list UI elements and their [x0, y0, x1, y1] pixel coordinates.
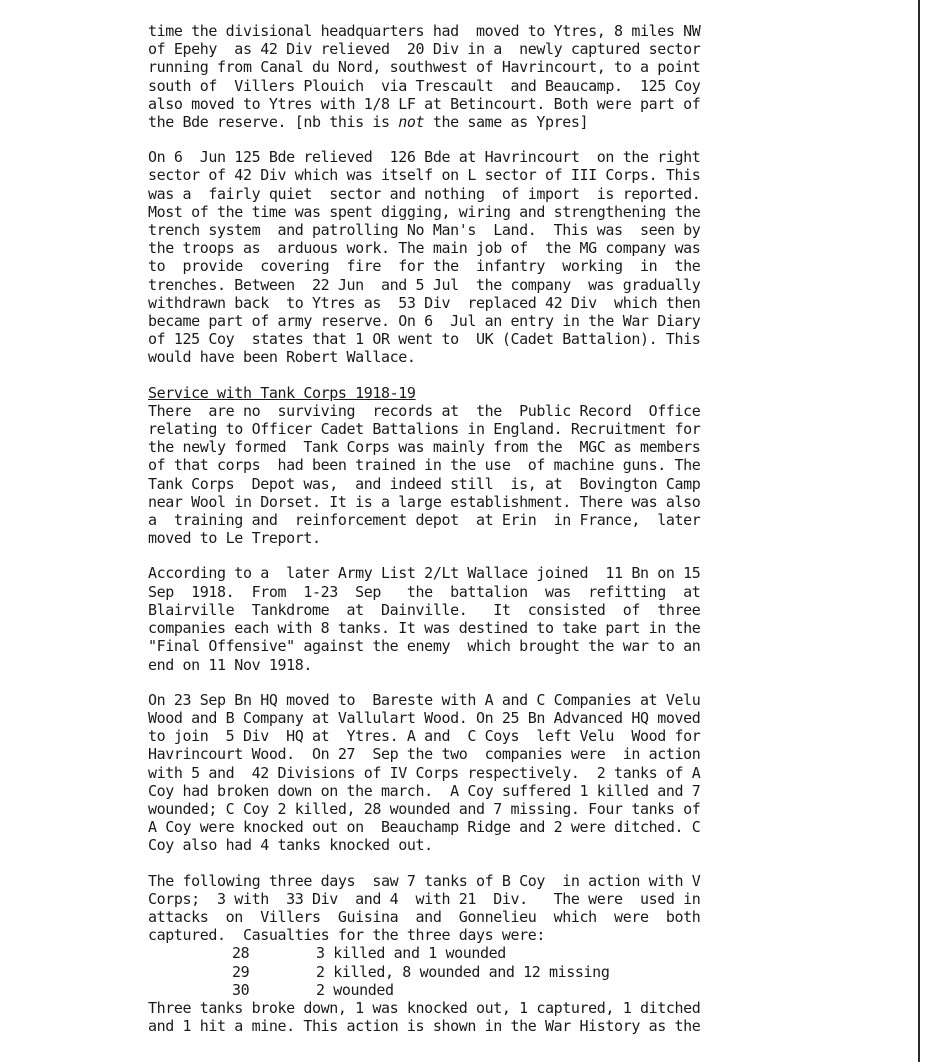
text-line: the troops as arduous work. The main job of the MG company was [148, 239, 701, 258]
text-line: relating to Officer Cadet Battalions in England. Recruitment for [148, 420, 701, 439]
text-line: There are no surviving records at the Public Record Office [148, 401, 701, 420]
paragraph-havrincourt [148, 148, 848, 366]
text-line: to join 5 Div HQ at Ytres. A and C Coys left Velu Wood for [148, 727, 701, 746]
text-line: "Final Offensive" against the enemy which brought the war to an [148, 637, 701, 656]
text-line [148, 113, 848, 131]
text-line: Wood and B Company at Vallulart Wood. On 25 Bn Advanced HQ moved [148, 708, 701, 727]
text-line: end on 11 Nov 1918. [148, 655, 312, 674]
text-line: Most of the time was spent digging, wiring and strengthening the [148, 202, 701, 221]
text-line: According to a later Army List 2/Lt Wallace joined 11 Bn on 15 [148, 564, 701, 583]
text-line: the newly formed Tank Corps was mainly from the MGC as members [148, 438, 701, 457]
casualty-text: 2 wounded [316, 980, 394, 999]
section-tank-corps [148, 384, 848, 548]
text-line: Corps; 3 with 33 Div and 4 with 21 Div. The were used in [148, 889, 701, 908]
text-line: Sep 1918. From 1-23 Sep the battalion was refitting at [148, 582, 701, 601]
text-line: became part of army reserve. On 6 Jul an entry in the War Diary [148, 312, 701, 331]
text-line: sector of 42 Div which was itself on L sector of III Corps. This [148, 166, 701, 185]
text-line: running from Canal du Nord, southwest of Havrincourt, to a point [148, 58, 701, 77]
paragraph-bn-hq [148, 691, 848, 855]
text-line: Coy had broken down on the march. A Coy suffered 1 killed and 7 [148, 781, 701, 800]
text-line: The following three days saw 7 tanks of B Coy in action with V [148, 871, 701, 890]
paragraph-army-list [148, 564, 848, 673]
paragraph-following-days [148, 872, 848, 1036]
text-line: and 1 hit a mine. This action is shown in the War History as the [148, 1017, 701, 1036]
text-line: moved to Le Treport. [148, 529, 321, 548]
text-line: a training and reinforcement depot at Erin in France, later [148, 511, 701, 530]
text-line: of that corps had been trained in the use of machine guns. The [148, 456, 701, 475]
casualty-row [148, 981, 848, 999]
text-line: A Coy were knocked out on Beauchamp Ridge and 2 were ditched. C [148, 818, 701, 837]
text-line: south of Villers Plouich via Trescault and Beaucamp. 125 Coy [148, 76, 701, 95]
text-line: near Wool in Dorset. It is a large establishment. There was also [148, 492, 701, 511]
section-heading: Service with Tank Corps 1918-19 [148, 383, 416, 402]
text-line: wounded; C Coy 2 killed, 28 wounded and 7 missing. Four tanks of [148, 799, 701, 818]
text-segment: the Bde reserve. [nb this is [148, 113, 399, 132]
emphasis-not: not [398, 113, 425, 132]
text-line: Coy also had 4 tanks knocked out. [148, 836, 433, 855]
text-line: would have been Robert Wallace. [148, 348, 416, 367]
text-line: Havrincourt Wood. On 27 Sep the two companies were in action [148, 745, 701, 764]
page-border-line [918, 0, 920, 1062]
text-line: On 6 Jun 125 Bde relieved 126 Bde at Havrincourt on the right [148, 148, 701, 167]
text-line: to provide covering fire for the infantry working in the [148, 257, 701, 276]
text-line: trenches. Between 22 Jun and 5 Jul the company was gradually [148, 275, 701, 294]
text-line: was a fairly quiet sector and nothing of import is reported. [148, 184, 701, 203]
text-line: Blairville Tankdrome at Dainville. It consisted of three [148, 600, 701, 619]
text-line: Three tanks broke down, 1 was knocked out, 1 captured, 1 ditched [148, 998, 701, 1017]
text-line: Tank Corps Depot was, and indeed still is, at Bovington Camp [148, 474, 701, 493]
text-line: trench system and patrolling No Man's Land. This was seen by [148, 221, 701, 240]
text-line: also moved to Ytres with 1/8 LF at Betincourt. Both were part of [148, 94, 701, 113]
text-line: time the divisional headquarters had moved to Ytres, 8 miles NW [148, 22, 701, 40]
text-line: companies each with 8 tanks. It was destined to take part in the [148, 619, 701, 638]
text-line: attacks on Villers Guisina and Gonnelieu which were both [148, 907, 701, 926]
casualty-text: 3 killed and 1 wounded [316, 944, 506, 963]
text-segment: the same as Ypres] [424, 113, 589, 132]
text-line: with 5 and 42 Divisions of IV Corps respectively. 2 tanks of A [148, 763, 701, 782]
casualty-row [148, 963, 848, 981]
text-line: of Epehy as 42 Div relieved 20 Div in a newly captured sector [148, 40, 701, 59]
text-line: On 23 Sep Bn HQ moved to Bareste with A and C Companies at Velu [148, 690, 701, 709]
casualty-row [148, 944, 848, 962]
text-line: of 125 Coy states that 1 OR went to UK (Cadet Battalion). This [148, 330, 701, 349]
casualty-day: 30 [232, 980, 250, 999]
text-line: captured. Casualties for the three days were: [148, 926, 546, 945]
casualty-text: 2 killed, 8 wounded and 12 missing [316, 962, 610, 981]
paragraph-ytres [148, 22, 848, 131]
casualty-day: 29 [232, 962, 250, 981]
text-line: withdrawn back to Ytres as 53 Div replaced 42 Div which then [148, 293, 701, 312]
document-page [148, 22, 848, 1035]
casualty-day: 28 [232, 944, 250, 963]
